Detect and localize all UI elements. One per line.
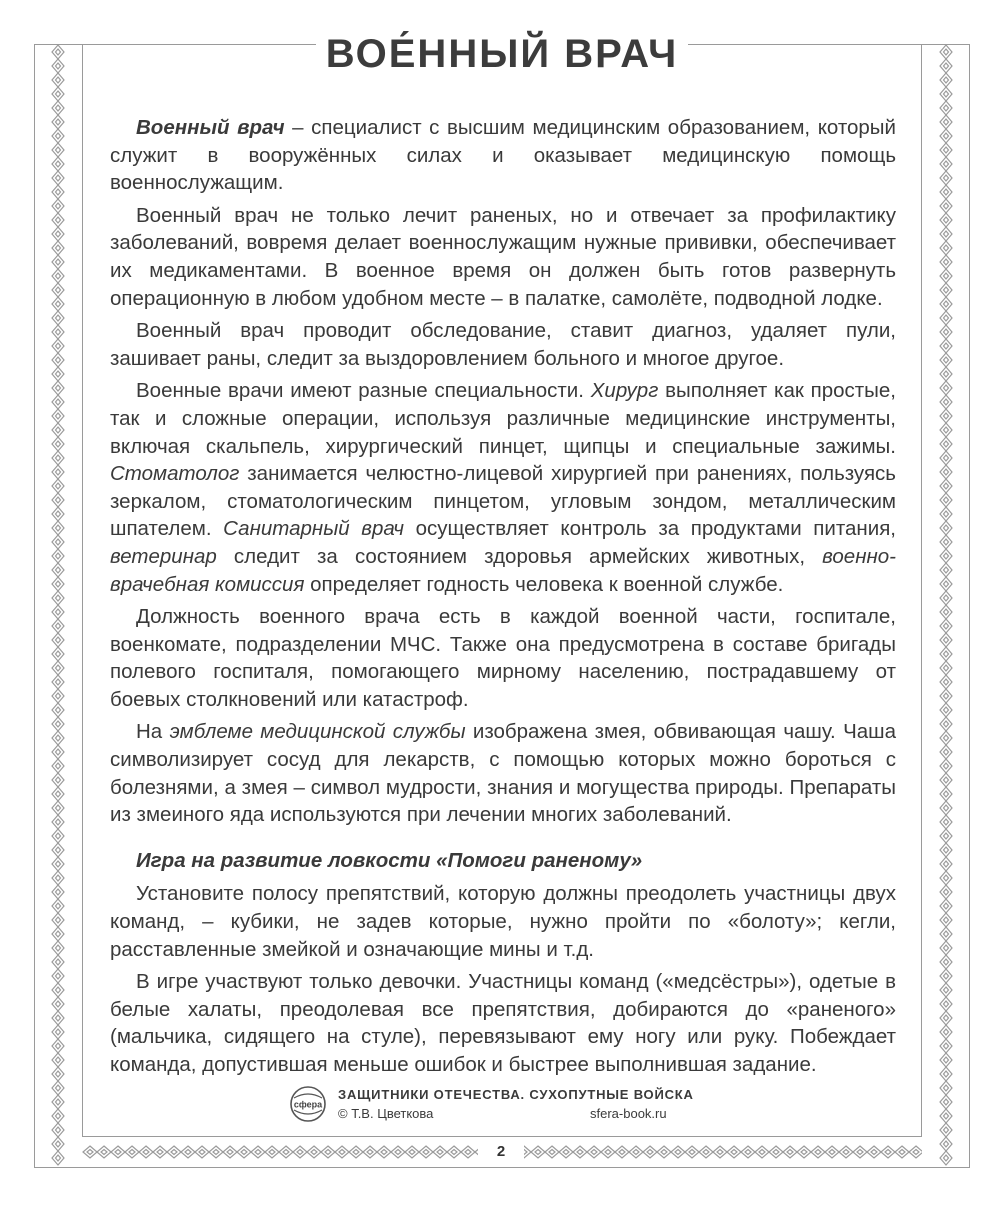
paragraph-procedures: Военный врач проводит обследование, ставит диагноз, удаляет пули, зашивает раны, следит за выздоровлением больного и многое другое. <box>110 319 896 370</box>
page-title <box>82 32 922 77</box>
paragraph-duties: Военный врач не только лечит раненых, но и отвечает за профилактику заболеваний, вовремя делает военнослужащим нужные прививки, обеспечивает их медикаментами. В военное время он должен быть готов развернуть операционную в любом удобном месте – в палатке, самолёте, подводной лодке. <box>110 203 896 310</box>
term-surgeon: Хирург <box>590 379 659 403</box>
emblem-text: изображена змея, обвивающая чашу. Чаша символизирует сосуд для лекарств, с помощью которых можно бороться с болезнями, а змея – символ мудрости, знания и могущества природы. Препараты из змеиного яда используются при лечении многих заболеваний. <box>110 720 897 827</box>
paragraph-specialties <box>110 377 896 598</box>
paragraph-emblem <box>110 718 896 828</box>
game-heading: Игра на развитие ловкости «Помоги раненому» <box>136 848 643 872</box>
veterinarian-text: следит за состоянием здоровья армейских животных, <box>216 544 823 568</box>
ornament-right <box>922 44 970 1168</box>
logo-text: сфера <box>293 1099 323 1110</box>
term-dentist: Стоматолог <box>110 462 240 486</box>
website: sfera-book.ru <box>590 1106 667 1121</box>
sfera-logo-icon <box>288 1084 328 1124</box>
footer <box>288 1082 708 1126</box>
paragraph-game-setup: Установите полосу препятствий, которую должны преодолеть участницы двух команд, – кубики, не задев которые, нужно пройти по «болоту»; кегли, расставленные змейкой и означающие мины и т.д. <box>110 882 896 961</box>
term-sanitary-doctor: Санитарный врач <box>223 517 405 541</box>
page-number: 2 <box>478 1138 524 1166</box>
series-title: ЗАЩИТНИКИ ОТЕЧЕСТВА. СУХОПУТНЫЕ ВОЙСКА <box>338 1087 694 1102</box>
definition-text: – специалист с высшим медицинским образованием, который служит в вооружённых силах и оказывает медицинскую помощь военнослужащим. <box>110 116 896 195</box>
term-military-doctor: Военный врач <box>136 116 285 139</box>
paragraph-positions: Должность военного врача есть в каждой военной части, госпитале, военкомате, подразделении МЧС. Также она предусмотрена в составе бригады полевого госпиталя, помогающего мирному населению, пострадавшему от боевых столкновений или катастроф. <box>110 605 896 711</box>
page-title-text: ВОЕ́ННЫЙ ВРАЧ <box>316 32 688 76</box>
term-emblem: эмблеме медицинской службы <box>169 720 466 744</box>
copyright: © Т.В. Цветкова <box>338 1106 434 1121</box>
term-veterinarian: ветеринар <box>110 544 217 568</box>
paragraph-game-rules: В игре участвуют только девочки. Участницы команд («медсёстры»), одетые в белые халаты, преодолевая все препятствия, добираются до «раненого» (мальчика, сидящего на стуле), перевязывают ему ногу или руку. Побеждает команда, допустившая меньше ошибок и быстрее выполнившая задание. <box>110 970 896 1076</box>
emblem-intro: На <box>136 720 170 744</box>
sanitary-text: осуществляет контроль за продуктами питания, <box>404 517 896 541</box>
dentist-text: занимается челюстно-лицевой хирургией при ранениях, пользуясь зеркалом, стоматологическим пинцетом, угловым зондом, металлическим шпателем. <box>110 462 896 541</box>
surgeon-text: выполняет как простые, так и сложные операции, используя различные медицинские инструменты, включая скальпель, хирургический пинцет, щипцы и специальные зажимы. <box>110 379 897 458</box>
ornament-left <box>34 44 82 1168</box>
paragraph-definition <box>110 114 896 197</box>
term-medical-commission: военно-врачебная комиссия <box>110 544 896 596</box>
commission-text: определяет годность человека к военной службе. <box>304 572 784 596</box>
article-body <box>110 114 896 1084</box>
specialties-intro: Военные врачи имеют разные специальности. <box>136 379 591 403</box>
